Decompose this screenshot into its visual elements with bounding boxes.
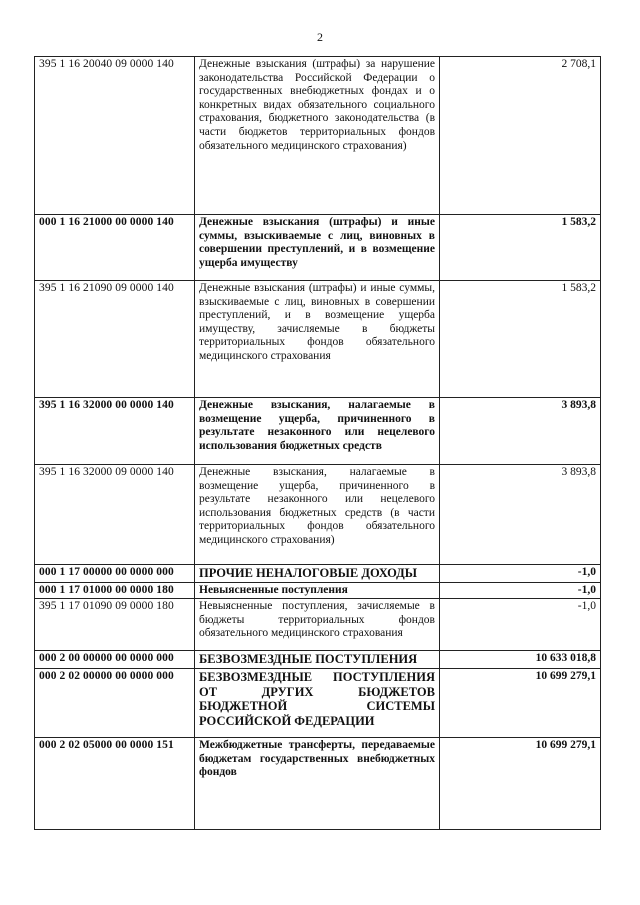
table-row — [35, 599, 601, 651]
revenue-name-cell: Межбюджетные трансферты, передаваемые бюджетам государственных внебюджетных фондов — [195, 738, 440, 830]
revenue-table — [34, 56, 601, 830]
amount-cell: 10 699 279,1 — [440, 669, 601, 738]
revenue-name-cell: Денежные взыскания (штрафы) за нарушение законодательства Российской Федерации о государственных внебюджетных фондах и о конкретных видах обязательного социального страхования, бюджетного законодательства (в части бюджетов территориальных фондов обязательного медицинского страхования) — [195, 57, 440, 215]
revenue-name-cell: БЕЗВОЗМЕЗДНЫЕ ПОСТУПЛЕНИЯ ОТ ДРУГИХ БЮДЖЕТОВ БЮДЖЕТНОЙ СИСТЕМЫ РОССИЙСКОЙ ФЕДЕРАЦИИ — [195, 669, 440, 738]
budget-code-cell: 000 2 02 00000 00 0000 000 — [35, 669, 195, 738]
revenue-name-cell: Денежные взыскания (штрафы) и иные суммы, взыскиваемые с лиц, виновных в совершении преступлений, и в возмещение ущерба имуществу, зачисляемые в бюджеты территориальных фондов обязательного медицинского страхования — [195, 281, 440, 398]
table-row — [35, 281, 601, 398]
revenue-name-cell: Невыясненные поступления, зачисляемые в бюджеты территориальных фондов обязательного медицинского страхования — [195, 599, 440, 651]
budget-code-cell: 000 2 02 05000 00 0000 151 — [35, 738, 195, 830]
revenue-name-cell: БЕЗВОЗМЕЗДНЫЕ ПОСТУПЛЕНИЯ — [195, 651, 440, 669]
budget-code-cell: 395 1 16 32000 00 0000 140 — [35, 398, 195, 465]
amount-cell: 10 699 279,1 — [440, 738, 601, 830]
amount-cell: 1 583,2 — [440, 281, 601, 398]
amount-cell: -1,0 — [440, 583, 601, 599]
budget-code-cell: 395 1 17 01090 09 0000 180 — [35, 599, 195, 651]
amount-cell: -1,0 — [440, 565, 601, 583]
amount-cell: 1 583,2 — [440, 215, 601, 281]
revenue-name-cell: ПРОЧИЕ НЕНАЛОГОВЫЕ ДОХОДЫ — [195, 565, 440, 583]
budget-code-cell: 395 1 16 21090 09 0000 140 — [35, 281, 195, 398]
table-row — [35, 669, 601, 738]
amount-cell: 2 708,1 — [440, 57, 601, 215]
amount-cell: 3 893,8 — [440, 465, 601, 565]
revenue-name-cell: Денежные взыскания (штрафы) и иные суммы, взыскиваемые с лиц, виновных в совершении преступлений, и в возмещение ущерба имуществу — [195, 215, 440, 281]
table-row — [35, 57, 601, 215]
amount-cell: 3 893,8 — [440, 398, 601, 465]
budget-code-cell: 395 1 16 20040 09 0000 140 — [35, 57, 195, 215]
revenue-name-cell: Денежные взыскания, налагаемые в возмещение ущерба, причиненного в результате незаконного или нецелевого использования бюджетных средств — [195, 398, 440, 465]
revenue-name-cell: Невыясненные поступления — [195, 583, 440, 599]
budget-code-cell: 000 1 16 21000 00 0000 140 — [35, 215, 195, 281]
budget-code-cell: 395 1 16 32000 09 0000 140 — [35, 465, 195, 565]
table-row — [35, 651, 601, 669]
revenue-name-cell: Денежные взыскания, налагаемые в возмещение ущерба, причиненного в результате незаконного или нецелевого использования бюджетных средств (в части территориальных фондов обязательного медицинского страхования) — [195, 465, 440, 565]
table-row — [35, 738, 601, 830]
amount-cell: 10 633 018,8 — [440, 651, 601, 669]
table-row — [35, 583, 601, 599]
budget-code-cell: 000 2 00 00000 00 0000 000 — [35, 651, 195, 669]
budget-code-cell: 000 1 17 00000 00 0000 000 — [35, 565, 195, 583]
table-row — [35, 465, 601, 565]
table-row — [35, 398, 601, 465]
table-row — [35, 215, 601, 281]
page-number: 2 — [317, 30, 323, 44]
budget-code-cell: 000 1 17 01000 00 0000 180 — [35, 583, 195, 599]
table-row — [35, 565, 601, 583]
amount-cell: -1,0 — [440, 599, 601, 651]
